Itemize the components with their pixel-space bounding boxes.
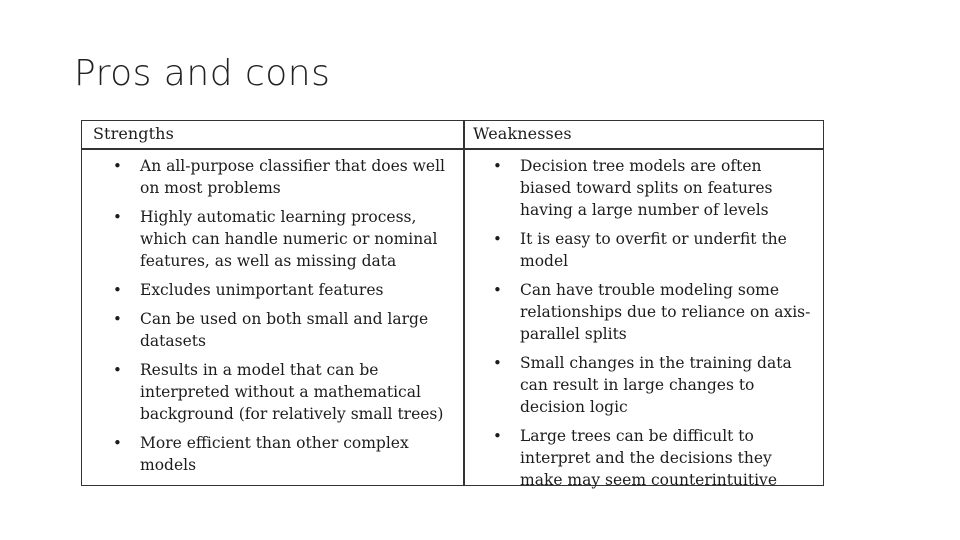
column-divider — [463, 121, 465, 485]
strength-item — [113, 308, 453, 352]
bullet-icon: • — [493, 157, 502, 175]
strength-item — [113, 279, 453, 301]
weakness-item — [493, 352, 813, 418]
bullet-icon: • — [113, 310, 122, 328]
weakness-item — [493, 155, 813, 221]
weakness-item — [493, 425, 813, 491]
header-divider — [82, 148, 823, 150]
strength-text: Can be used on both small and large datasets — [140, 310, 429, 350]
strength-item — [113, 155, 453, 199]
strength-text: Results in a model that can be interpreted without a mathematical background (for relatively small trees) — [140, 361, 444, 423]
bullet-icon: • — [113, 434, 122, 452]
bullet-icon: • — [493, 354, 502, 372]
slide-title: Pros and cons — [74, 53, 331, 94]
bullet-icon: • — [113, 208, 122, 226]
bullet-icon: • — [493, 427, 502, 445]
weaknesses-header: Weaknesses — [473, 124, 572, 143]
strength-text: More efficient than other complex models — [140, 434, 409, 474]
strength-item — [113, 359, 453, 425]
bullet-icon: • — [493, 230, 502, 248]
bullet-icon: • — [493, 281, 502, 299]
weakness-text: Large trees can be difficult to interpret and the decisions they make may seem counterintuitive — [520, 427, 777, 489]
pros-cons-table — [81, 120, 824, 489]
weakness-text: Decision tree models are often biased toward splits on features having a large number of levels — [520, 157, 773, 219]
weakness-item — [493, 279, 813, 345]
weakness-text: Can have trouble modeling some relationships due to reliance on axis-parallel splits — [520, 281, 811, 343]
strength-item — [113, 206, 453, 272]
strength-text: Highly automatic learning process, which can handle numeric or nominal features, as well as missing data — [140, 208, 438, 270]
weakness-item — [493, 228, 813, 272]
strength-text: Excludes unimportant features — [140, 281, 384, 299]
bullet-icon: • — [113, 361, 122, 379]
bullet-icon: • — [113, 157, 122, 175]
strengths-list — [113, 155, 453, 483]
strength-text: An all-purpose classifier that does well on most problems — [140, 157, 445, 197]
weakness-text: Small changes in the training data can result in large changes to decision logic — [520, 354, 792, 416]
strength-item — [113, 432, 453, 476]
weaknesses-list — [493, 155, 813, 498]
bullet-icon: • — [113, 281, 122, 299]
strengths-header: Strengths — [93, 124, 174, 143]
weakness-text: It is easy to overfit or underfit the model — [520, 230, 787, 270]
